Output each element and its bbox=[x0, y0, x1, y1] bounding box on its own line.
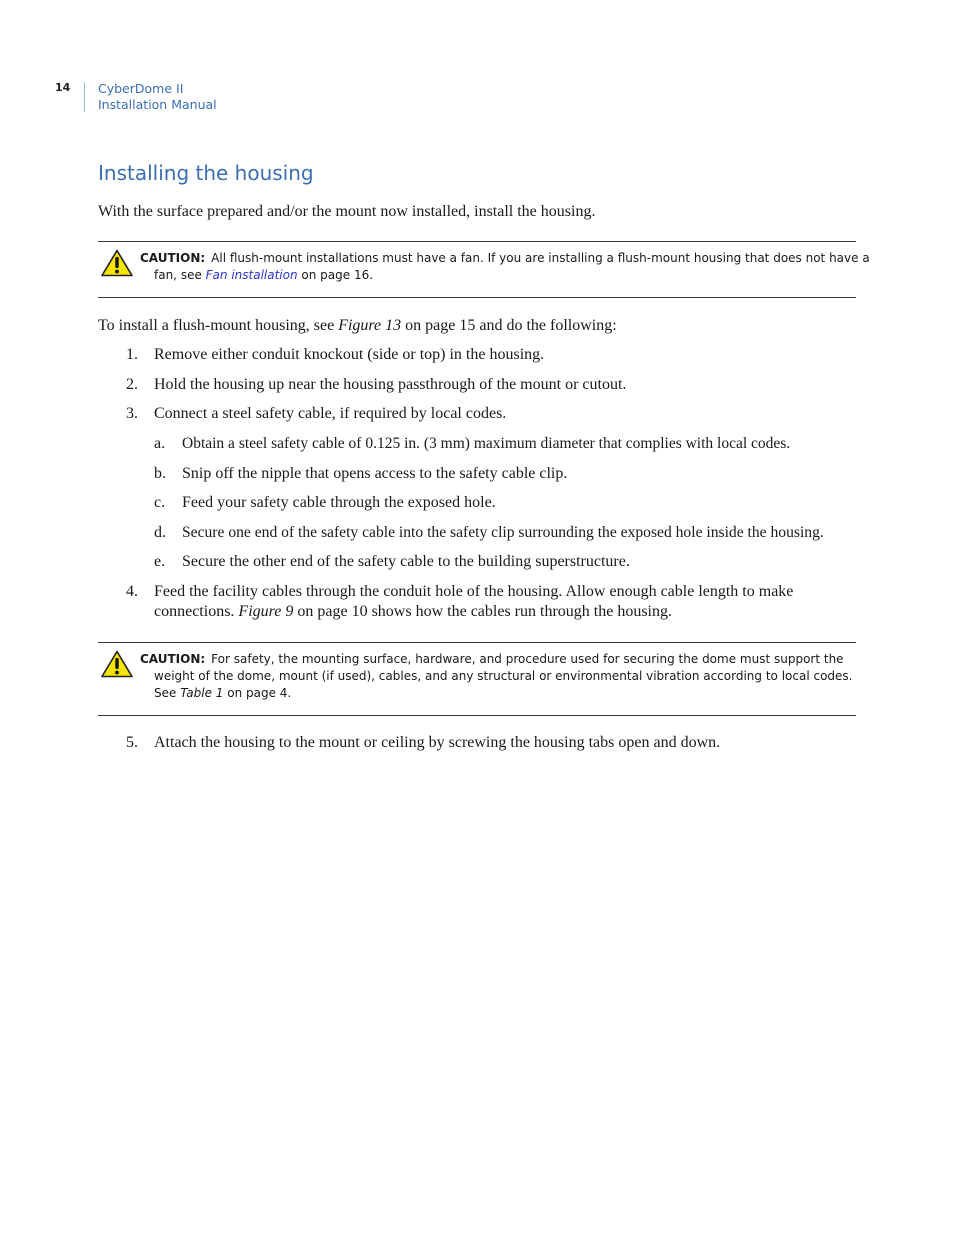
substep-letter: d. bbox=[154, 524, 166, 541]
figure-reference: Figure 9 bbox=[238, 603, 294, 620]
caution-line bbox=[140, 685, 856, 702]
fan-installation-link[interactable]: Fan installation bbox=[205, 268, 298, 282]
document-subtitle: Installation Manual bbox=[98, 97, 217, 112]
step-number: 4. bbox=[126, 583, 138, 600]
header-divider bbox=[84, 82, 85, 112]
page-number: 14 bbox=[55, 81, 71, 94]
caution-message: For safety, the mounting surface, hardware, and procedure used for securing the dome must support the bbox=[211, 652, 844, 666]
warning-triangle-icon bbox=[101, 650, 133, 678]
caution-label: CAUTION: bbox=[140, 652, 206, 666]
caution-label: CAUTION: bbox=[140, 251, 206, 265]
caution-message: See bbox=[154, 686, 181, 700]
step-number: 1. bbox=[126, 346, 138, 363]
step-number: 3. bbox=[126, 405, 138, 422]
substep-text: Secure the other end of the safety cable to the building superstructure. bbox=[182, 553, 630, 570]
step-text: Attach the housing to the mount or ceiling by screwing the housing tabs open and down. bbox=[154, 734, 721, 751]
lead-in-paragraph bbox=[98, 316, 617, 336]
step-text: Connect a steel safety cable, if required by local codes. bbox=[154, 405, 507, 422]
step-text: Remove either conduit knockout (side or top) in the housing. bbox=[154, 346, 545, 363]
lead-in-text: To install a flush-mount housing, see bbox=[98, 317, 339, 334]
substep-text: Snip off the nipple that opens access to the safety cable clip. bbox=[182, 465, 568, 482]
caution-text bbox=[140, 250, 870, 284]
caution-message: All flush-mount installations must have a fan. If you are installing a flush-mount housing that does not have a bbox=[211, 251, 870, 265]
lead-in-text: on page 15 and do the following: bbox=[401, 317, 617, 334]
intro-paragraph: With the surface prepared and/or the mount now installed, install the housing. bbox=[98, 203, 596, 220]
substep-letter: c. bbox=[154, 494, 166, 511]
substep-letter: a. bbox=[154, 435, 166, 452]
caution-message: on page 4. bbox=[223, 686, 292, 700]
step-number: 2. bbox=[126, 376, 138, 393]
substep-text: Obtain a steel safety cable of 0.125 in. (3 mm) maximum diameter that complies with local codes. bbox=[182, 435, 791, 452]
warning-triangle-icon bbox=[101, 249, 133, 277]
caution-box bbox=[98, 642, 856, 716]
figure-reference: Figure 13 bbox=[338, 317, 402, 334]
section-heading: Installing the housing bbox=[98, 161, 314, 185]
caution-message: fan, see bbox=[154, 268, 206, 282]
substep-text: Secure one end of the safety cable into the safety clip surrounding the exposed hole inside the housing. bbox=[182, 524, 824, 541]
substep-letter: b. bbox=[154, 465, 166, 482]
step-text: Feed the facility cables through the conduit hole of the housing. Allow enough cable length to make bbox=[154, 583, 794, 600]
caution-line bbox=[140, 267, 856, 284]
step-text: Hold the housing up near the housing passthrough of the mount or cutout. bbox=[154, 376, 627, 393]
caution-line bbox=[140, 651, 856, 668]
step-number: 5. bbox=[126, 734, 138, 751]
step-text-part: on page 10 shows how the cables run through the housing. bbox=[293, 603, 672, 620]
caution-message: on page 16. bbox=[297, 268, 374, 282]
substep-text: Feed your safety cable through the exposed hole. bbox=[182, 494, 496, 511]
step-text bbox=[154, 602, 672, 622]
caution-text bbox=[140, 651, 856, 702]
caution-line: weight of the dome, mount (if used), cables, and any structural or environmental vibration according to local codes. bbox=[154, 669, 853, 683]
caution-line bbox=[140, 250, 870, 267]
caution-box bbox=[98, 241, 870, 298]
document-title: CyberDome II bbox=[98, 81, 184, 96]
table-reference: Table 1 bbox=[180, 686, 224, 700]
substep-letter: e. bbox=[154, 553, 166, 570]
step-text-part: connections. bbox=[154, 603, 239, 620]
